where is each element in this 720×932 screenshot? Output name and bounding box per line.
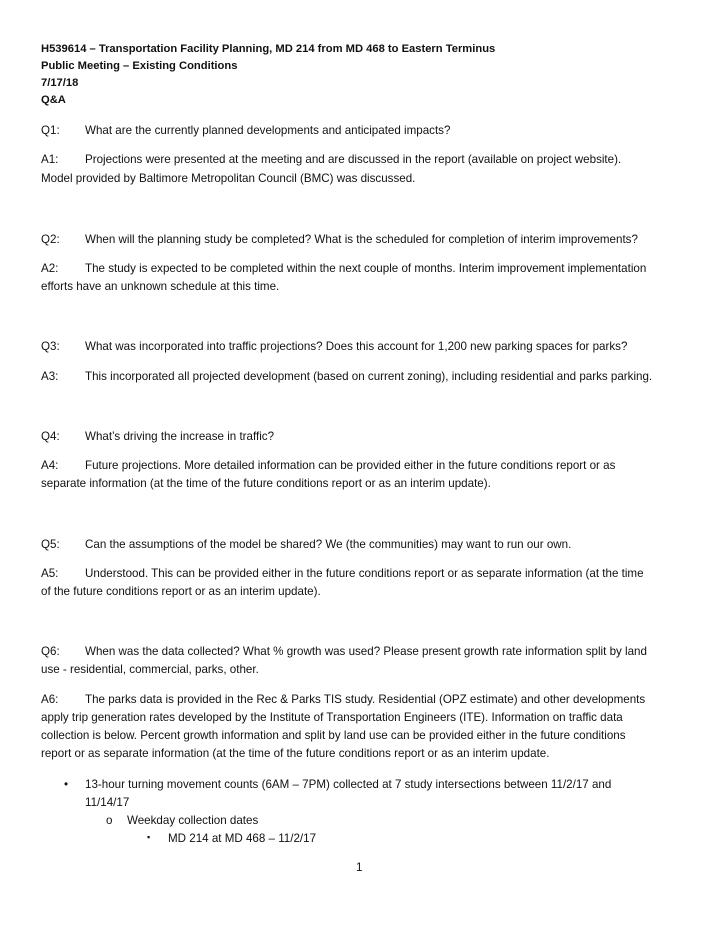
question-label: Q1: bbox=[41, 124, 60, 137]
answer-text-continued: efforts have an unknown schedule at this time. bbox=[41, 280, 280, 293]
answer-text-continued: of the future conditions report or as an interim update). bbox=[41, 585, 321, 598]
question-label: Q6: bbox=[41, 645, 60, 658]
doc-subtitle: Public Meeting – Existing Conditions bbox=[41, 60, 238, 72]
answer-label: A5: bbox=[41, 567, 59, 580]
question-text: What’s driving the increase in traffic? bbox=[85, 430, 275, 443]
bullet-marker: • bbox=[64, 778, 69, 791]
question-text: What was incorporated into traffic projections? Does this account for 1,200 new parking spaces for parks? bbox=[85, 340, 628, 353]
answer-text-continued: report or as separate information (at the time of the future conditions report or as an interim update. bbox=[41, 747, 550, 760]
answer-text: Understood. This can be provided either in the future conditions report or as separate information (at the time bbox=[85, 567, 644, 580]
page-number: 1 bbox=[356, 861, 363, 874]
answer-label: A3: bbox=[41, 370, 59, 383]
doc-title: H539614 – Transportation Facility Planning, MD 214 from MD 468 to Eastern Terminus bbox=[41, 43, 496, 55]
question-text: What are the currently planned developments and anticipated impacts? bbox=[85, 124, 451, 137]
sub-bullet-marker: o bbox=[106, 814, 113, 827]
sub-bullet-text: Weekday collection dates bbox=[127, 814, 259, 827]
answer-text-continued: Model provided by Baltimore Metropolitan Council (BMC) was discussed. bbox=[41, 172, 416, 185]
question-label: Q5: bbox=[41, 538, 60, 551]
sub-sub-bullet-text: MD 214 at MD 468 – 11/2/17 bbox=[168, 832, 317, 845]
answer-text-continued: separate information (at the time of the future conditions report or as an interim update). bbox=[41, 477, 491, 490]
answer-label: A6: bbox=[41, 693, 59, 706]
doc-date: 7/17/18 bbox=[41, 77, 79, 89]
question-label: Q2: bbox=[41, 233, 60, 246]
bullet-item-text-continued: 11/14/17 bbox=[85, 796, 130, 809]
bullet-item-text: 13-hour turning movement counts (6AM – 7PM) collected at 7 study intersections between 11/2/17 and bbox=[85, 778, 612, 791]
question-text: When was the data collected? What % growth was used? Please present growth rate information split by land bbox=[85, 645, 647, 658]
answer-label: A4: bbox=[41, 459, 59, 472]
question-label: Q3: bbox=[41, 340, 60, 353]
question-label: Q4: bbox=[41, 430, 60, 443]
question-text: When will the planning study be completed? What is the scheduled for completion of interim improvements? bbox=[85, 233, 638, 246]
question-text: Can the assumptions of the model be shared? We (the communities) may want to run our own. bbox=[85, 538, 572, 551]
sub-sub-bullet-marker: ▪ bbox=[147, 832, 151, 842]
answer-text: The parks data is provided in the Rec & Parks TIS study. Residential (OPZ estimate) and other developments bbox=[85, 693, 646, 706]
answer-text: Projections were presented at the meeting and are discussed in the report (available on project website). bbox=[85, 153, 622, 166]
question-text-continued: use - residential, commercial, parks, other. bbox=[41, 663, 259, 676]
answer-text: Future projections. More detailed information can be provided either in the future conditions report or as bbox=[85, 459, 616, 472]
answer-label: A2: bbox=[41, 262, 59, 275]
doc-section-heading: Q&A bbox=[41, 94, 66, 106]
answer-text-continued: apply trip generation rates developed by the Institute of Transportation Engineers (ITE). Information on traffic data bbox=[41, 711, 623, 724]
answer-text-continued: collection is below. Percent growth information and split by land use can be provided either in the future conditions bbox=[41, 729, 626, 742]
answer-text: This incorporated all projected development (based on current zoning), including residential and parks parking. bbox=[85, 370, 653, 383]
answer-label: A1: bbox=[41, 153, 59, 166]
answer-text: The study is expected to be completed within the next couple of months. Interim improvement implementation bbox=[85, 262, 647, 275]
